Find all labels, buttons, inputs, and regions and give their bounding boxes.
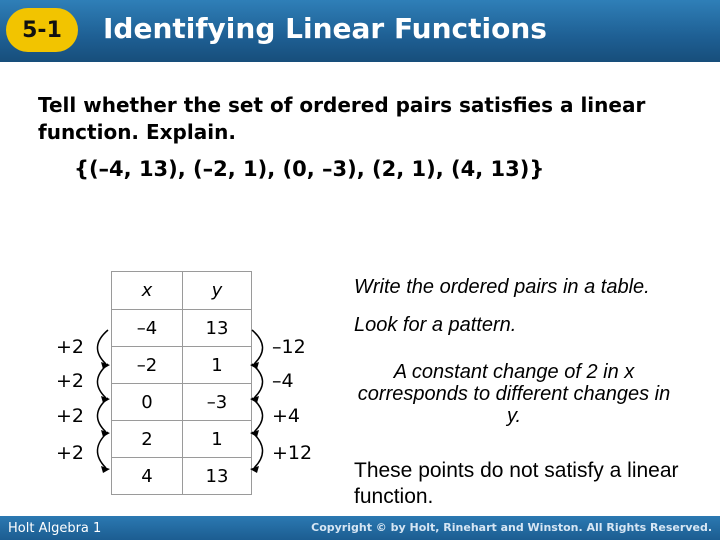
cell-x: 0 <box>112 384 183 421</box>
column-header-y: y <box>183 272 252 310</box>
right-arrow-2 <box>252 364 263 398</box>
ordered-pairs-set: {(–4, 13), (–2, 1), (0, –3), (2, 1), (4, 13)} <box>74 157 545 181</box>
footer-bar <box>0 516 720 540</box>
y-difference: +4 <box>272 405 301 427</box>
left-arrow-3 <box>97 398 108 432</box>
x-difference: +2 <box>56 336 85 358</box>
problem-prompt: Tell whether the set of ordered pairs satisfies a linear function. Explain. <box>38 93 646 144</box>
note-look-pattern: Look for a pattern. <box>354 314 517 336</box>
note-constant-change: A constant change of 2 in x corresponds to different changes in y. <box>357 361 671 427</box>
left-arrow-2 <box>97 364 108 398</box>
y-difference: –4 <box>272 370 294 392</box>
note-write-table: Write the ordered pairs in a table. <box>354 276 650 298</box>
cell-x: 4 <box>112 458 183 495</box>
y-difference: +12 <box>272 442 313 464</box>
cell-y: 13 <box>183 458 252 495</box>
x-difference: +2 <box>56 405 85 427</box>
cell-y: 1 <box>183 421 252 458</box>
cell-y: 1 <box>183 347 252 384</box>
column-header-x: x <box>112 272 183 310</box>
cell-x: –4 <box>112 310 183 347</box>
right-arrow-3 <box>252 398 263 432</box>
lesson-badge: 5-1 <box>6 8 78 52</box>
cell-y: 13 <box>183 310 252 347</box>
cell-y: –3 <box>183 384 252 421</box>
footer-textbook-label: Holt Algebra 1 <box>8 521 102 536</box>
left-arrow-4 <box>97 432 108 468</box>
right-arrow-4 <box>252 432 263 468</box>
conclusion-text: These points do not satisfy a linear function. <box>354 459 679 508</box>
cell-x: 2 <box>112 421 183 458</box>
y-difference: –12 <box>272 336 306 358</box>
lesson-title: Identifying Linear Functions <box>103 12 547 45</box>
cell-x: –2 <box>112 347 183 384</box>
x-difference: +2 <box>56 442 85 464</box>
x-difference: +2 <box>56 370 85 392</box>
right-arrow-1 <box>252 330 263 364</box>
left-arrow-1 <box>97 330 108 364</box>
footer-copyright: Copyright © by Holt, Rinehart and Winston. All Rights Reserved. <box>311 521 712 534</box>
